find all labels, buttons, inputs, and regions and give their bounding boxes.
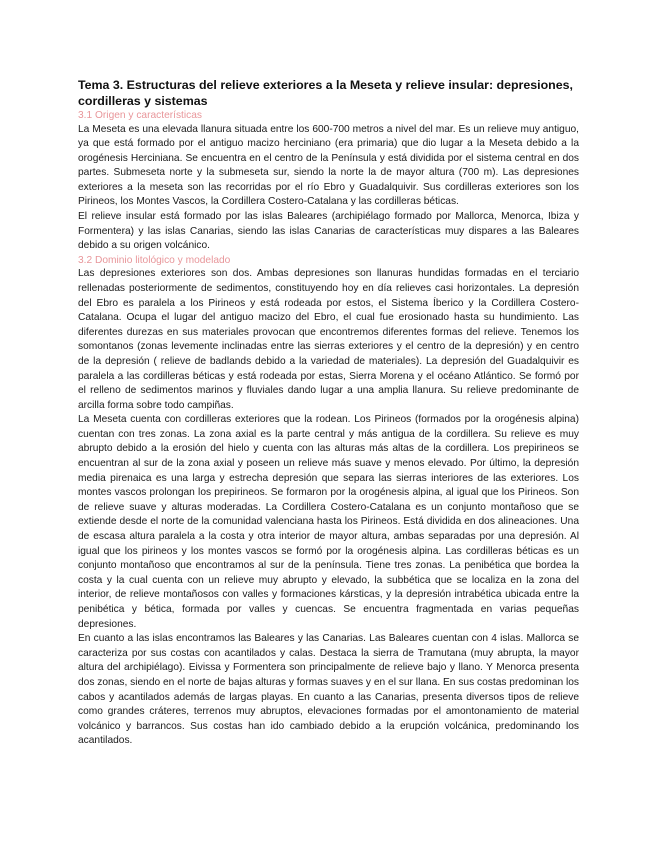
document-title: Tema 3. Estructuras del relieve exteriores a la Meseta y relieve insular: depresiones, cordilleras y sistemas (78, 78, 573, 108)
section-heading-dominio: 3.2 Dominio litológico y modelado (78, 254, 231, 266)
paragraph-islas: En cuanto a las islas encontramos las Baleares y las Canarias. Las Baleares cuentan con 4 islas. Mallorca se caracteriza por sus costas con acantilados y calas. Destaca la sierra de Tramutana (muy abrupta, la mayor altura del archipiélago). Eivissa y Formentera son principalmente de relieve bajo y llano. Y Menorca presenta dos zonas, siendo en el norte de bajas alturas y formas suaves y en el sur llana. En sus costas predominan los cabos y acantilados además de largas playas. En cuanto a las Canarias, presenta diversos tipos de relieve como grandes cráteres, terrenos muy abruptos, elevaciones formadas por el amontonamiento de material volcánico y barrancos. Sus costas han ido cambiado debido a la erupción volcánica, predominando los acantilados. (78, 633, 579, 747)
section-heading-origen: 3.1 Origen y características (78, 110, 202, 121)
paragraph-cordilleras: La Meseta cuenta con cordilleras exteriores que la rodean. Los Pirineos (formados por la orogénesis alpina) cuentan con tres zonas. La zona axial es la parte central y más antigua de la cordillera. Su relieve es muy abrupto debido a la erosión del hielo y cuenta con las alturas más altas de la cordillera. Los prepirineos se encuentran al sur de la zona axial y poseen un relieve más suave y menos elevado. Por último, la depresión media pirenaica es una larga y estrecha depresión que separa las sierras interiores de las exteriores. Los montes vascos prolongan los prepirineos. Se formaron por la orogénesis alpina, al igual que los Pirineos. Son de relieve suave y alturas moderadas. La Cordillera Costero-Catalana es un conjunto montañoso que se extiende desde el norte de la comunidad valenciana hasta los Pirineos. Está dividida en dos alineaciones. Una de escasa altura paralela a la costa y otra interior de mayor altura, ambas separadas por una depresión. Al igual que los pirineos y los montes vascos se formó por la orogénesis alpina. Las cordilleras béticas es un conjunto montañoso que encontramos al sur de la península. Tiene tres zonas. La penibética que bordea la costa y la cual cuenta con un relieve muy abrupto y elevado, la subbética que se localiza en la zona del interior, de relieve montañosos con valles y formaciones kársticas, y la depresión intrabética ubicada entre la penibética y bética, formada por valles y cuencas. Se encuentra fragmentada en varias pequeñas depresiones. (78, 414, 579, 630)
paragraph-relieve-insular: El relieve insular está formado por las islas Baleares (archipiélago formado por Mallorca, Menorca, Ibiza y Formentera) y las islas Canarias, siendo las islas Canarias de características muy dispares a las Baleares debido a su origen volcánico. (78, 211, 579, 252)
paragraph-meseta: La Meseta es una elevada llanura situada entre los 600-700 metros a nivel del mar. Es un relieve muy antiguo, ya que está formado por el antiguo macizo herciniano (era primaria) que dio lugar a la Meseta debido a la orogénesis Herciniana. Se encuentra en el centro de la Península y está dividida por el sistema central en dos partes. Submeseta norte y la submeseta sur, siendo la norte la de mayor altura (700 m). Las depresiones exteriores a la meseta son las recorridas por el río Ebro y Guadalquivir. Sus cordilleras exteriores son los Pirineos, los Montes Vascos, la Cordillera Costero-Catalana y las cordilleras béticas. (78, 123, 579, 208)
document-page (78, 77, 579, 749)
paragraph-depresiones: Las depresiones exteriores son dos. Ambas depresiones son llanuras hundidas formadas en el terciario rellenadas posteriormente de sedimentos, constituyendo hoy en día relieves casi horizontales. La depresión del Ebro es paralela a los Pirineos y está rodeada por estos, el Sistema Íberico y la Cordillera Costero-Catalana. Ocupa el lugar del antiguo macizo del Ebro, el cual fue erosionado hasta su hundimiento. Las diferentes durezas en sus materiales provocan que encontremos diferentes formas del relieve. Tenemos los somontanos (zonas levemente inclinadas entre las sierras exteriores y el centro de la depresión) y en centro de la depresión ( relieve de badlands debido a la variedad de materiales). La depresión del Guadalquivir es paralela a las cordilleras béticas y está rodeada por estas, Sierra Morena y el océano Atlántico. Se formó por el relleno de sedimentos marinos y fluviales dando lugar a una amplia llanura. Su relieve predominante de arcilla forma sobre todo campiñas. (78, 268, 579, 411)
